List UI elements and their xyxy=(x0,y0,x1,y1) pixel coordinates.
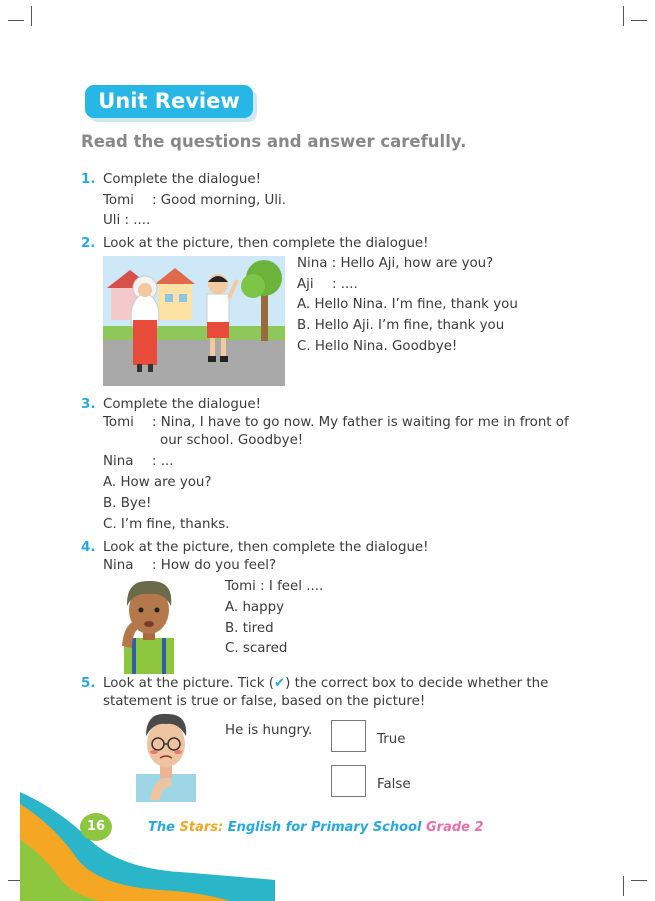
book-title-part: English for Primary School xyxy=(223,820,426,835)
dialogue-line: : .... xyxy=(332,277,358,292)
instruction-text: Read the questions and answer carefully. xyxy=(81,132,467,151)
dialogue-speaker: Tomi xyxy=(103,415,134,430)
unit-title: Unit Review xyxy=(98,89,240,113)
true-label: True xyxy=(377,732,406,747)
tick-icon: ✔ xyxy=(273,676,286,691)
dialogue-line: : How do you feel? xyxy=(152,558,277,573)
question-prompt: Look at the picture, then complete the dialogue! xyxy=(103,236,429,251)
crop-mark xyxy=(623,876,624,896)
crop-mark xyxy=(631,20,647,21)
answer-option: A. How are you? xyxy=(103,475,212,490)
question-number: 2. xyxy=(81,236,96,251)
dialogue-speaker: Nina xyxy=(103,558,134,573)
book-title xyxy=(148,820,484,835)
true-checkbox[interactable] xyxy=(331,720,366,752)
answer-option: C. I’m fine, thanks. xyxy=(103,517,230,532)
question-number: 5. xyxy=(81,676,96,691)
answer-option: A. Hello Nina. I’m fine, thank you xyxy=(297,297,518,312)
book-title-part: The xyxy=(148,820,180,835)
question-prompt: Look at the picture, then complete the dialogue! xyxy=(103,540,429,555)
dialogue-line: : Nina, I have to go now. My father is waiting for me in front of xyxy=(152,415,569,430)
dialogue-line: : Good morning, Uli. xyxy=(152,193,286,208)
school-children-illustration xyxy=(103,256,285,386)
dialogue-line: Nina : Hello Aji, how are you? xyxy=(297,256,494,271)
crop-mark xyxy=(623,6,624,26)
question-prompt: Complete the dialogue! xyxy=(103,172,261,187)
statement-text: He is hungry. xyxy=(225,723,313,738)
scared-boy-illustration xyxy=(114,576,184,674)
question-number: 4. xyxy=(81,540,96,555)
crop-mark xyxy=(31,6,32,26)
answer-option: B. Hello Aji. I’m fine, thank you xyxy=(297,318,505,333)
answer-option: B. tired xyxy=(225,621,274,636)
false-checkbox[interactable] xyxy=(331,765,366,797)
dialogue-speaker: Aji xyxy=(297,277,314,292)
prompt-text: ) the correct box to decide whether the xyxy=(285,676,549,691)
false-label: False xyxy=(377,777,411,792)
dialogue-line: : ... xyxy=(152,454,174,469)
answer-option: A. happy xyxy=(225,600,285,615)
question-prompt xyxy=(103,675,548,693)
answer-option: C. scared xyxy=(225,641,288,656)
question-prompt: Complete the dialogue! xyxy=(103,397,261,412)
question-number: 3. xyxy=(81,397,96,412)
question-prompt: statement is true or false, based on the picture! xyxy=(103,694,426,709)
footer-wave-decoration xyxy=(0,780,280,901)
book-title-part: Grade 2 xyxy=(426,820,484,835)
crop-mark xyxy=(8,20,24,21)
book-title-part: Stars: xyxy=(179,820,224,835)
page-number: 16 xyxy=(80,813,112,841)
prompt-text: Look at the picture. Tick ( xyxy=(103,676,274,691)
answer-option: C. Hello Nina. Goodbye! xyxy=(297,339,458,354)
dialogue-speaker: Tomi xyxy=(103,193,134,208)
dialogue-line: Tomi : I feel .... xyxy=(225,579,324,594)
unit-title-badge xyxy=(85,85,253,118)
question-number: 1. xyxy=(81,172,96,187)
dialogue-speaker: Nina xyxy=(103,454,134,469)
crop-mark xyxy=(631,880,647,881)
dialogue-line: Uli : .... xyxy=(103,213,151,228)
dialogue-line: our school. Goodbye! xyxy=(160,433,304,448)
answer-option: B. Bye! xyxy=(103,496,152,511)
